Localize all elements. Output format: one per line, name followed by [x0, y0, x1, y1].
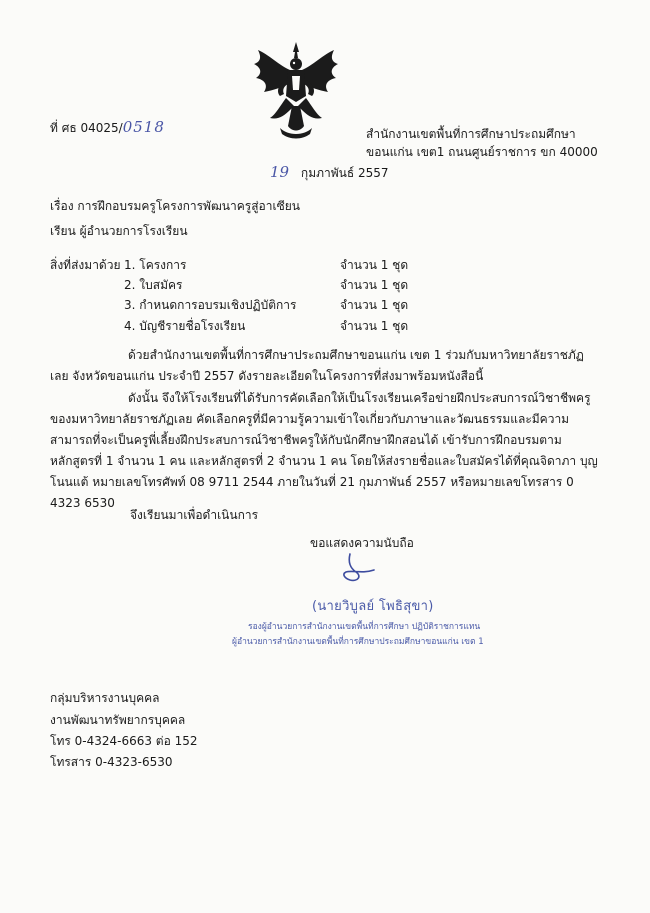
handwritten-signature: [336, 550, 376, 584]
regards-line: ขอแสดงความนับถือ: [310, 536, 414, 550]
date-month-year: กุมภาพันธ์ 2557: [300, 166, 389, 180]
enclosure-qty-1: จำนวน 1 ชุด: [340, 258, 409, 272]
footer-phone: โทร 0-4324-6663 ต่อ 152: [50, 734, 198, 748]
enclosure-qty-3: จำนวน 1 ชุด: [340, 298, 409, 312]
body-paragraph-2: ดังนั้น จึงให้โรงเรียนที่ได้รับการคัดเลือกให้เป็นโรงเรียนเครือข่ายฝึกประสบการณ์วิชาชีพครูของมหาวิทยาลัยราชภัฏเลย คัดเลือกครูที่มีความรู้ความเข้าใจเกี่ยวกับภาษาและวัฒนธรรมและมีความสามารถที่จะเป็นครูพี่เลี้ยงฝึกประสบการณ์วิชาชีพครูให้กับนักศึกษาฝึกสอนได้ เข้ารับการฝึกอบรมตามหลักสูตรที่ 1 จำนวน 1 คน และหลักสูตรที่ 2 จำนวน 1 คน โดยให้ส่งรายชื่อและใบสมัครได้ที่คุณจิดาภา บุญโนนแต้ หมายเลขโทรศัพท์ 08 9711 2544 ภายในวันที่ 21 กุมภาพันธ์ 2557 หรือหมายเลขโทรสาร 0 4323 6530: [50, 391, 598, 510]
enclosure-item-2: 2. ใบสมัคร: [124, 278, 183, 292]
sender-address-line2: ขอนแก่น เขต1 ถนนศูนย์ราชการ ขก 40000: [366, 145, 598, 159]
footer-section: งานพัฒนาทรัพยากรบุคคล: [50, 713, 186, 727]
enclosure-item-4: 4. บัญชีรายชื่อโรงเรียน: [124, 319, 246, 333]
date-day-handwritten: 19: [270, 163, 290, 181]
sender-address-line1: สำนักงานเขตพื้นที่การศึกษาประถมศึกษา: [366, 127, 576, 141]
enclosures-label: สิ่งที่ส่งมาด้วย: [50, 258, 121, 272]
subject-line: เรื่อง การฝึกอบรมครูโครงการพัฒนาครูสู่อาเซียน: [50, 199, 300, 213]
footer-department: กลุ่มบริหารงานบุคคล: [50, 691, 160, 705]
enclosure-qty-2: จำนวน 1 ชุด: [340, 278, 409, 292]
enclosure-qty-4: จำนวน 1 ชุด: [340, 319, 409, 333]
enclosure-item-3: 3. กำหนดการอบรมเชิงปฏิบัติการ: [124, 298, 297, 312]
reference-prefix: ที่ ศธ 04025/: [50, 121, 123, 135]
signer-name: (นายวิบูลย์ โพธิสุขา): [312, 599, 434, 614]
addressee-line: เรียน ผู้อำนวยการโรงเรียน: [50, 224, 188, 238]
reference-number-handwritten: 0518: [122, 118, 165, 136]
enclosure-item-1: 1. โครงการ: [124, 258, 187, 272]
reference-number: [50, 118, 165, 138]
signer-title-line1: รองผู้อำนวยการสำนักงานเขตพื้นที่การศึกษา ปฏิบัติราชการแทน: [248, 622, 481, 632]
closing-line: จึงเรียนมาเพื่อดำเนินการ: [130, 508, 259, 522]
body-paragraph-1: ด้วยสำนักงานเขตพื้นที่การศึกษาประถมศึกษาขอนแก่น เขต 1 ร่วมกับมหาวิทยาลัยราชภัฏเลย จังหวัดขอนแก่น ประจำปี 2557 ดังรายละเอียดในโครงการที่ส่งมาพร้อมหนังสือนี้: [50, 348, 584, 383]
signer-title-line2: ผู้อำนวยการสำนักงานเขตพื้นที่การศึกษาประถมศึกษาขอนแก่น เขต 1: [232, 637, 484, 647]
footer-fax: โทรสาร 0-4323-6530: [50, 755, 173, 769]
document-date: [270, 163, 389, 183]
garuda-emblem-icon: [250, 40, 342, 140]
